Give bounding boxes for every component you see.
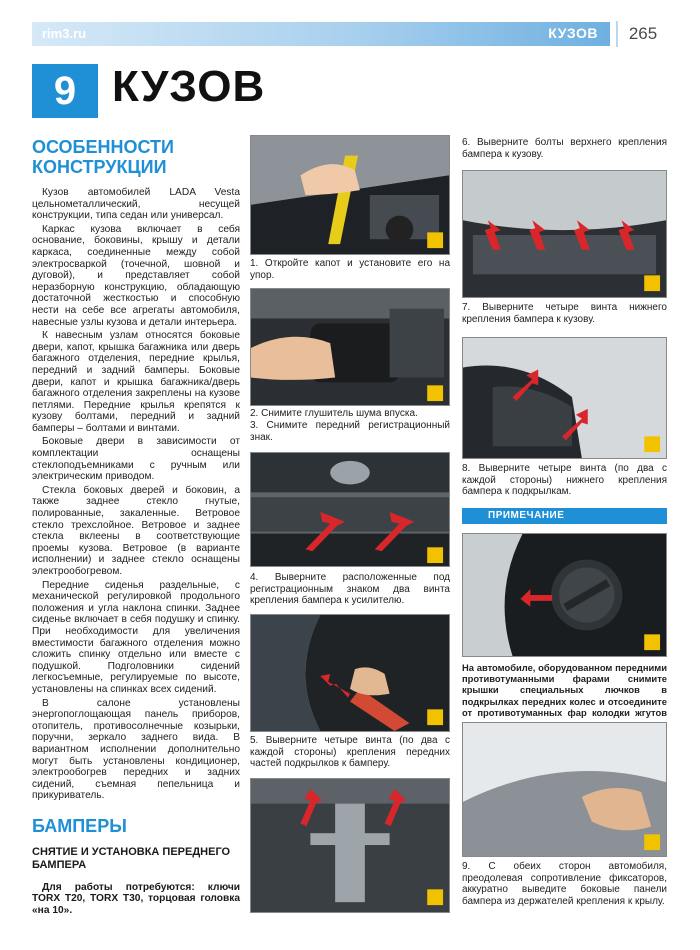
chapter-title: КУЗОВ xyxy=(112,62,266,111)
photo-arch-screws xyxy=(250,614,450,732)
photo-hood-support xyxy=(250,135,450,255)
photo-bumper-bottom xyxy=(462,170,667,298)
photo-fog-lamp-hatch xyxy=(462,533,667,657)
badge-icon xyxy=(427,547,443,563)
paragraph: В салоне установлены энергопоглощающая панель приборов, отопитель, противосолнечные козырьки, поручни, зеркало заднего вида. В вариантном исполнении дополнительно могут быть установлены кондиционер, электрообогрев передних и задних сидений, съемная пепельница и прикуриватель. xyxy=(32,697,240,802)
badge-icon xyxy=(427,709,443,725)
bumpers-heading: БАМПЕРЫ xyxy=(32,815,127,836)
step-caption: 1. Откройте капот и установите его на упор. xyxy=(250,258,450,281)
section-heading-line-1: ОСОБЕННОСТИ xyxy=(32,137,174,157)
step-caption: 5. Выверните четыре винта (по два с каждой стороны) крепления передних частей подкрылков к бамперу. xyxy=(250,735,450,769)
chapter-number: 9 xyxy=(32,64,98,118)
badge-icon xyxy=(644,634,660,650)
paragraph: Передние сиденья раздельные, с механической регулировкой продольного положения и угла наклона спинки. Заднее сиденье включает в себя подушку и спинку. При необходимости для увеличения вместимости багажного отделения можно сложить спинку отдельно или вместе с подушкой. Подголовники сидений легкосъемные, регулируемые по высоте, установлены на спинках всех сидений. xyxy=(32,579,240,695)
tools-required: Для работы потребуются: ключи TORX T20, TORX T30, торцовая головка «на 10». xyxy=(32,881,240,917)
photo-side-panel xyxy=(462,722,667,857)
note-text: На автомобиле, оборудованном передними противотуманными фарами снимите крышки специальных лючков в подкрылках передних колес и отсоедините от противотуманных фар колодки жгутов xyxy=(462,662,667,718)
badge-icon xyxy=(644,275,660,291)
paragraph: Каркас кузова включает в себя основание, боковины, крышу и детали каркаса, соединенные между собой электросваркой (точечной, шовной и дуговой), и представляет собой неразборную конструкцию, обладающую достаточной жесткостью и способную нести на себе все агрегаты автомобиля, навесные узлы кузова и детали интерьера. xyxy=(32,223,240,328)
step-caption: 3. Снимите передний регистрационный знак. xyxy=(250,420,450,443)
badge-icon xyxy=(427,385,443,401)
intro-column xyxy=(32,137,240,917)
photo-grille-screws xyxy=(250,452,450,567)
note-label: ПРИМЕЧАНИЕ xyxy=(462,508,667,524)
site-name: rim3.ru xyxy=(42,26,87,41)
section-name: КУЗОВ xyxy=(548,25,598,41)
badge-icon xyxy=(644,436,660,452)
procedure-heading: СНЯТИЕ И УСТАНОВКА ПЕРЕДНЕГО БАМПЕРА xyxy=(32,845,231,871)
section-heading-line-2: КОНСТРУКЦИИ xyxy=(32,157,167,177)
step-caption: 7. Выверните четыре винта нижнего крепления бампера к кузову. xyxy=(462,302,667,325)
paragraph: Кузов автомобилей LADA Vesta цельнометаллический, несущей конструкции, типа седан или универсал. xyxy=(32,187,240,222)
step-caption: 2. Снимите глушитель шума впуска. xyxy=(250,408,418,419)
page-number: 265 xyxy=(616,21,668,47)
header-bar xyxy=(32,22,610,46)
photo-lower-bolts xyxy=(250,778,450,913)
paragraph: Боковые двери в зависимости от комплектации оснащены стеклоподъемниками с ручным или электрическим приводом. xyxy=(32,436,240,483)
step-caption: 4. Выверните расположенные под регистрационным знаком два винта крепления бампера к усилителю. xyxy=(250,572,450,606)
step-caption: 6. Выверните болты верхнего крепления бампера к кузову. xyxy=(462,137,667,160)
step-caption: 8. Выверните четыре винта (по два с каждой стороны) нижнего крепления бампера к подкрылкам. xyxy=(462,463,667,497)
photo-air-intake xyxy=(250,288,450,406)
paragraph: К навесным узлам относятся боковые двери, капот, крышка багажника или дверь багажного отделения, передние крылья, передний и задний бамперы. Боковые двери, капот и крышка багажника/дверь багажного отделения закреплены на кузове петлями. Передние крылья крепятся к кузову болтами, передний и задний бамперы – болтами и винтами. xyxy=(32,330,240,434)
badge-icon xyxy=(427,232,443,248)
badge-icon xyxy=(644,834,660,850)
photo-arch-lower-screws xyxy=(462,337,667,459)
badge-icon xyxy=(427,889,443,905)
paragraph: Стекла боковых дверей и боковин, а также заднее стекло гнутые, полированные, закаленные. Ветровое стекло трехслойное. Ветровое и заднее стекла вклеены в соответствующие проемы кузова. Ветровое (в варианте исполнении) и заднее стекло оснащены электрообогревом. xyxy=(32,484,240,577)
step-caption: 9. С обеих сторон автомобиля, преодолевая сопротивление фиксаторов, аккуратно выведите боковые панели бампера из держателей крепления к крылу. xyxy=(462,861,667,907)
